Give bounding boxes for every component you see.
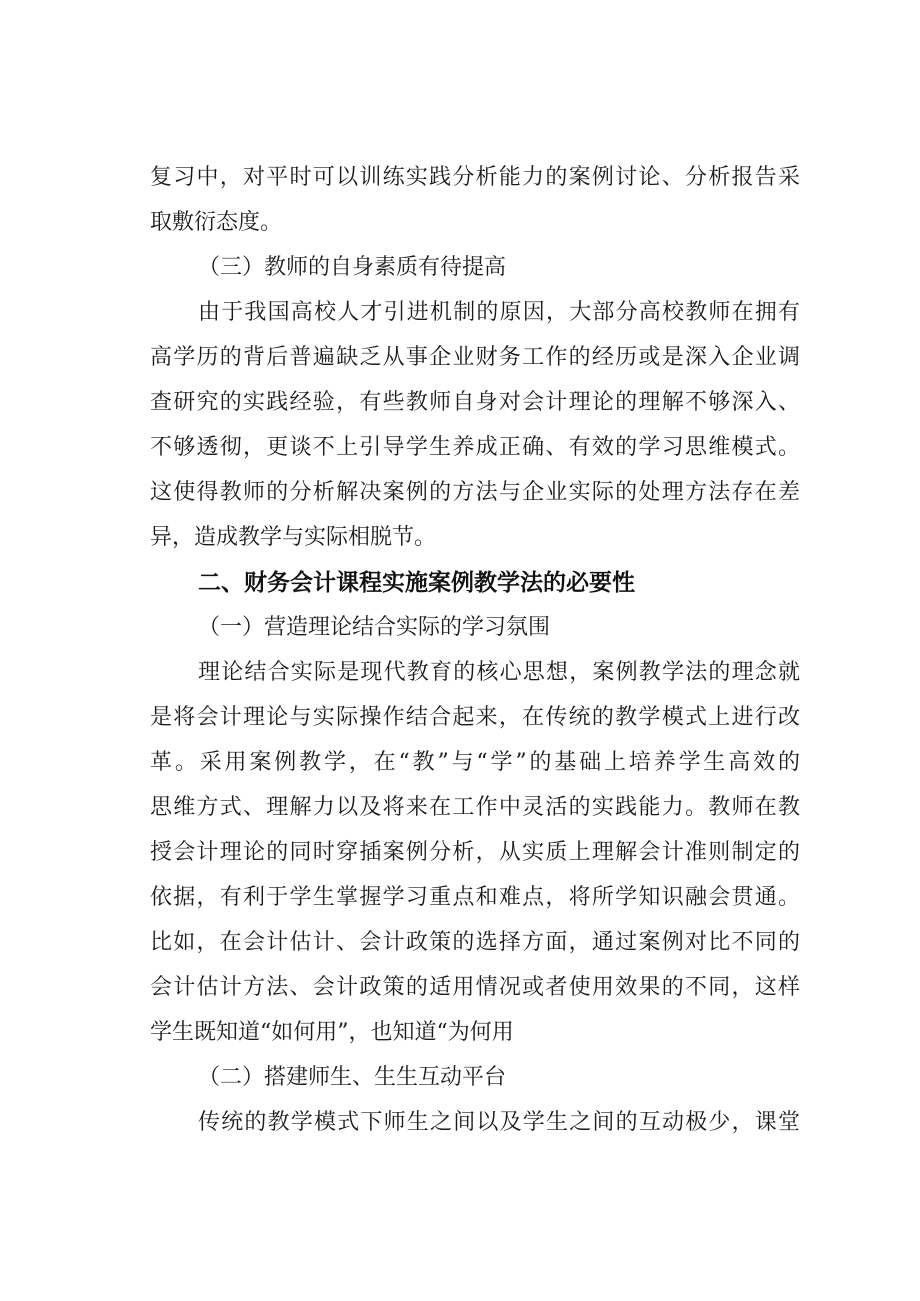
paragraph-line: 这使得教师的分析解决案例的方法与企业实际的处理方法存在差 xyxy=(150,480,800,505)
paragraph-line: 复习中，对平时可以训练实践分析能力的案例讨论、分析报告采 xyxy=(150,165,800,190)
paragraph-line: 学生既知道“如何用”，也知道“为何用 xyxy=(150,1020,514,1045)
paragraph-line: 取敷衍态度。 xyxy=(150,210,283,235)
paragraph-line: 比如，在会计估计、会计政策的选择方面，通过案例对比不同的 xyxy=(150,930,800,955)
paragraph-line: 由于我国高校人才引进机制的原因，大部分高校教师在拥有 xyxy=(198,300,800,325)
paragraph-line: 依据，有利于学生掌握学习重点和难点，将所学知识融会贯通。 xyxy=(150,885,800,910)
paragraph-line: 理论结合实际是现代教育的核心思想，案例教学法的理念就 xyxy=(198,660,800,685)
section-subheading: （三）教师的自身素质有待提高 xyxy=(198,255,507,280)
paragraph-line: 是将会计理论与实际操作结合起来，在传统的教学模式上进行改 xyxy=(150,705,800,730)
section-subheading: （二）搭建师生、生生互动平台 xyxy=(198,1065,507,1090)
paragraph-line: 革。采用案例教学，在“教”与“学”的基础上培养学生高效的 xyxy=(150,750,800,775)
section-heading: 二、财务会计课程实施案例教学法的必要性 xyxy=(198,570,635,596)
paragraph-line: 会计估计方法、会计政策的适用情况或者使用效果的不同，这样 xyxy=(150,975,800,1000)
paragraph-line: 传统的教学模式下师生之间以及学生之间的互动极少，课堂 xyxy=(198,1110,800,1135)
paragraph-line: 高学历的背后普遍缺乏从事企业财务工作的经历或是深入企业调 xyxy=(150,345,800,370)
paragraph-line: 查研究的实践经验，有些教师自身对会计理论的理解不够深入、 xyxy=(150,390,800,415)
section-subheading: （一）营造理论结合实际的学习氛围 xyxy=(198,615,551,640)
paragraph-line: 不够透彻，更谈不上引导学生养成正确、有效的学习思维模式。 xyxy=(150,435,800,460)
paragraph-line: 异，造成教学与实际相脱节。 xyxy=(150,525,437,550)
paragraph-line: 思维方式、理解力以及将来在工作中灵活的实践能力。教师在教 xyxy=(150,795,800,820)
paragraph-line: 授会计理论的同时穿插案例分析，从实质上理解会计准则制定的 xyxy=(150,840,800,865)
